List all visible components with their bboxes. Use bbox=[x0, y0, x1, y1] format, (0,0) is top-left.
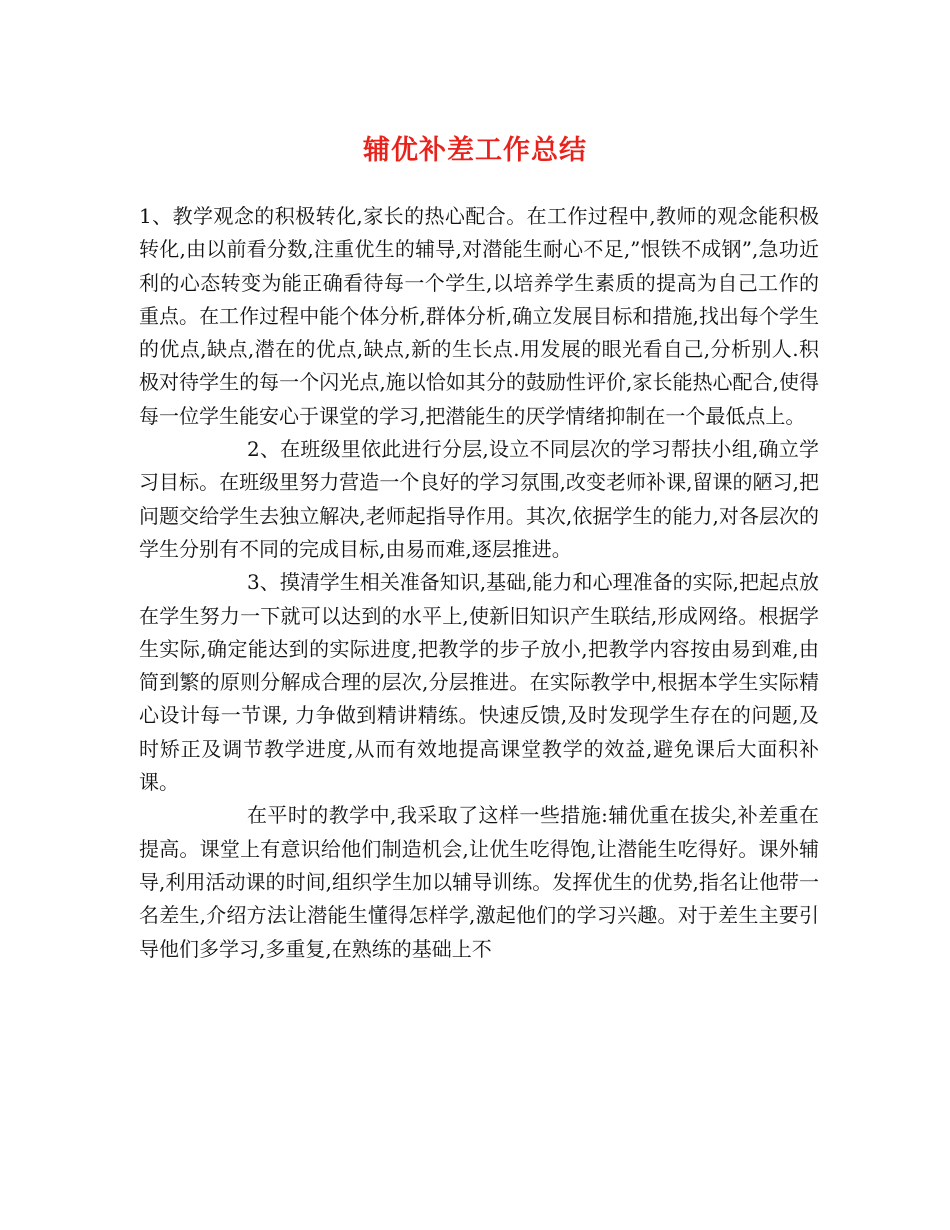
document-title: 辅优补差工作总结 bbox=[363, 135, 587, 166]
document-body bbox=[139, 200, 819, 966]
paragraph-2: 2、在班级里依此进行分层,设立不同层次的学习帮扶小组,确立学习目标。在班级里努力营造一个良好的学习氛围,改变老师补课,留课的陋习,把问题交给学生去独立解决,老师起指导作用。其次,依据学生的能力,对各层次的学生分别有不同的完成目标,由易而难,逐层推进。 bbox=[139, 437, 819, 561]
paragraph-1: 1、教学观念的积极转化,家长的热心配合。在工作过程中,教师的观念能积极转化,由以前看分数,注重优生的辅导,对潜能生耐心不足,”恨铁不成钢”,急功近利的心态转变为能正确看待每一个学生,以培养学生素质的提高为自己工作的重点。在工作过程中能个体分析,群体分析,确立发展目标和措施,找出每个学生的优点,缺点,潜在的优点,缺点,新的生长点.用发展的眼光看自己,分析别人.积极对待学生的每一个闪光点,施以恰如其分的鼓励性评价,家长能热心配合,使得每一位学生能安心于课堂的学习,把潜能生的厌学情绪抑制在一个最低点上。 bbox=[139, 204, 819, 428]
paragraph-4: 在平时的教学中,我采取了这样一些措施:辅优重在拔尖,补差重在提高。课堂上有意识给他们制造机会,让优生吃得饱,让潜能生吃得好。课外辅导,利用活动课的时间,组织学生加以辅导训练。发挥优生的优势,指名让他带一名差生,介绍方法让潜能生懂得怎样学,激起他们的学习兴趣。对于差生主要引导他们多学习,多重复,在熟练的基础上不 bbox=[139, 803, 819, 961]
paragraph-3: 3、摸清学生相关准备知识,基础,能力和心理准备的实际,把起点放在学生努力一下就可以达到的水平上,使新旧知识产生联结,形成网络。根据学生实际,确定能达到的实际进度,把教学的步子放小,把教学内容按由易到难,由简到繁的原则分解成合理的层次,分层推进。在实际教学中,根据本学生实际精心设计每一节课, 力争做到精讲精练。快速反馈,及时发现学生存在的问题,及时矫正及调节教学进度,从而有效地提高课堂教学的效益,避免课后大面积补课。 bbox=[139, 570, 819, 795]
